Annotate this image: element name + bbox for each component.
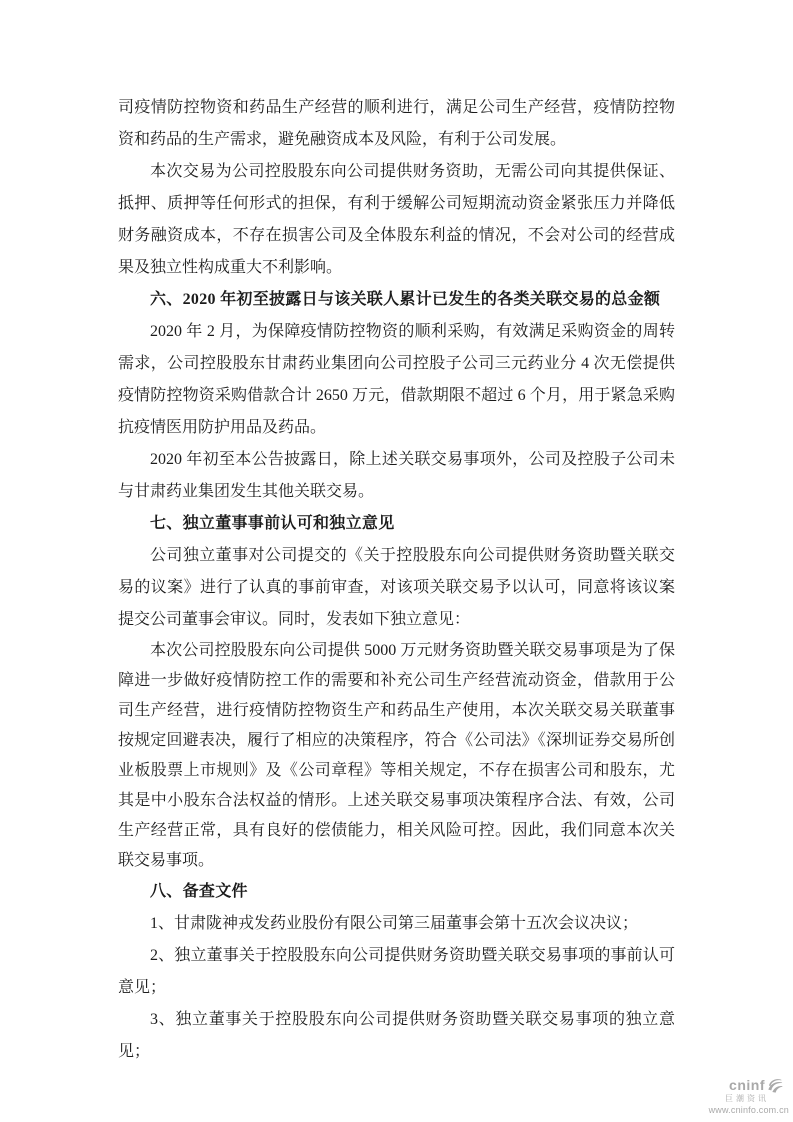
paragraph: 公司独立董事对公司提交的《关于控股股东向公司提供财务资助暨关联交易的议案》进行了认真的事前审查，对该项关联交易予以认可，同意将该议案提交公司董事会审议。同时，发表如下独立意见：: [118, 547, 675, 628]
paragraph: 2020 年 2 月，为保障疫情防控物资的顺利采购，有效满足采购资金的周转需求，公司控股股东甘肃药业集团向公司控股子公司三元药业分 4 次无偿提供疫情防控物资采购借款合计 2650 万元，借款期限不超过 6 个月，用于紧急采购抗疫情医用防护用品及药品。: [118, 323, 675, 436]
cninfo-watermark: [709, 1077, 789, 1115]
list-item-3: 3、独立董事关于控股股东向公司提供财务资助暨关联交易事项的独立意见；: [118, 1011, 675, 1060]
cninfo-logo-chinese: 巨潮资讯: [725, 1094, 769, 1103]
section-heading-7: 七、独立董事事前认可和独立意见: [150, 515, 395, 532]
document-body: [118, 92, 675, 1068]
paragraph: 本次交易为公司控股股东向公司提供财务资助，无需公司向其提供保证、抵押、质押等任何形式的担保，有利于缓解公司短期流动资金紧张压力并降低财务融资成本，不存在损害公司及全体股东利益的情况，不会对公司的经营成果及独立性构成重大不利影响。: [118, 163, 675, 276]
paragraph: 2020 年初至本公告披露日，除上述关联交易事项外，公司及控股子公司未与甘肃药业集团发生其他关联交易。: [118, 451, 675, 500]
paragraph-continuation: 司疫情防控物资和药品生产经营的顺利进行，满足公司生产经营，疫情防控物资和药品的生产需求，避免融资成本及风险，有利于公司发展。: [118, 99, 675, 148]
list-item-2: 2、独立董事关于控股股东向公司提供财务资助暨关联交易事项的事前认可意见；: [118, 947, 675, 996]
cninfo-logo-url: www.cninfo.com.cn: [708, 1105, 789, 1115]
cninfo-logo-text: cninf: [729, 1077, 765, 1093]
list-item-1: 1、甘肃陇神戎发药业股份有限公司第三届董事会第十五次会议决议；: [150, 915, 639, 932]
section-heading-8: 八、备查文件: [150, 883, 248, 900]
section-heading-6: 六、2020 年初至披露日与该关联人累计已发生的各类关联交易的总金额: [150, 291, 661, 308]
cninfo-swirl-icon: [767, 1077, 783, 1093]
paragraph-independent-opinion: 本次公司控股股东向公司提供 5000 万元财务资助暨关联交易事项是为了保障进一步做好疫情防控工作的需要和补充公司生产经营流动资金，借款用于公司生产经营，进行疫情防控物资生产和药品生产使用，本次关联交易关联董事按规定回避表决，履行了相应的决策程序，符合《公司法》《深圳证券交易所创业板股票上市规则》及《公司章程》等相关规定，不存在损害公司和股东，尤其是中小股东合法权益的情形。上述关联交易事项决策程序合法、有效，公司生产经营正常，具有良好的偿债能力，相关风险可控。因此，我们同意本次关联交易事项。: [118, 642, 675, 869]
